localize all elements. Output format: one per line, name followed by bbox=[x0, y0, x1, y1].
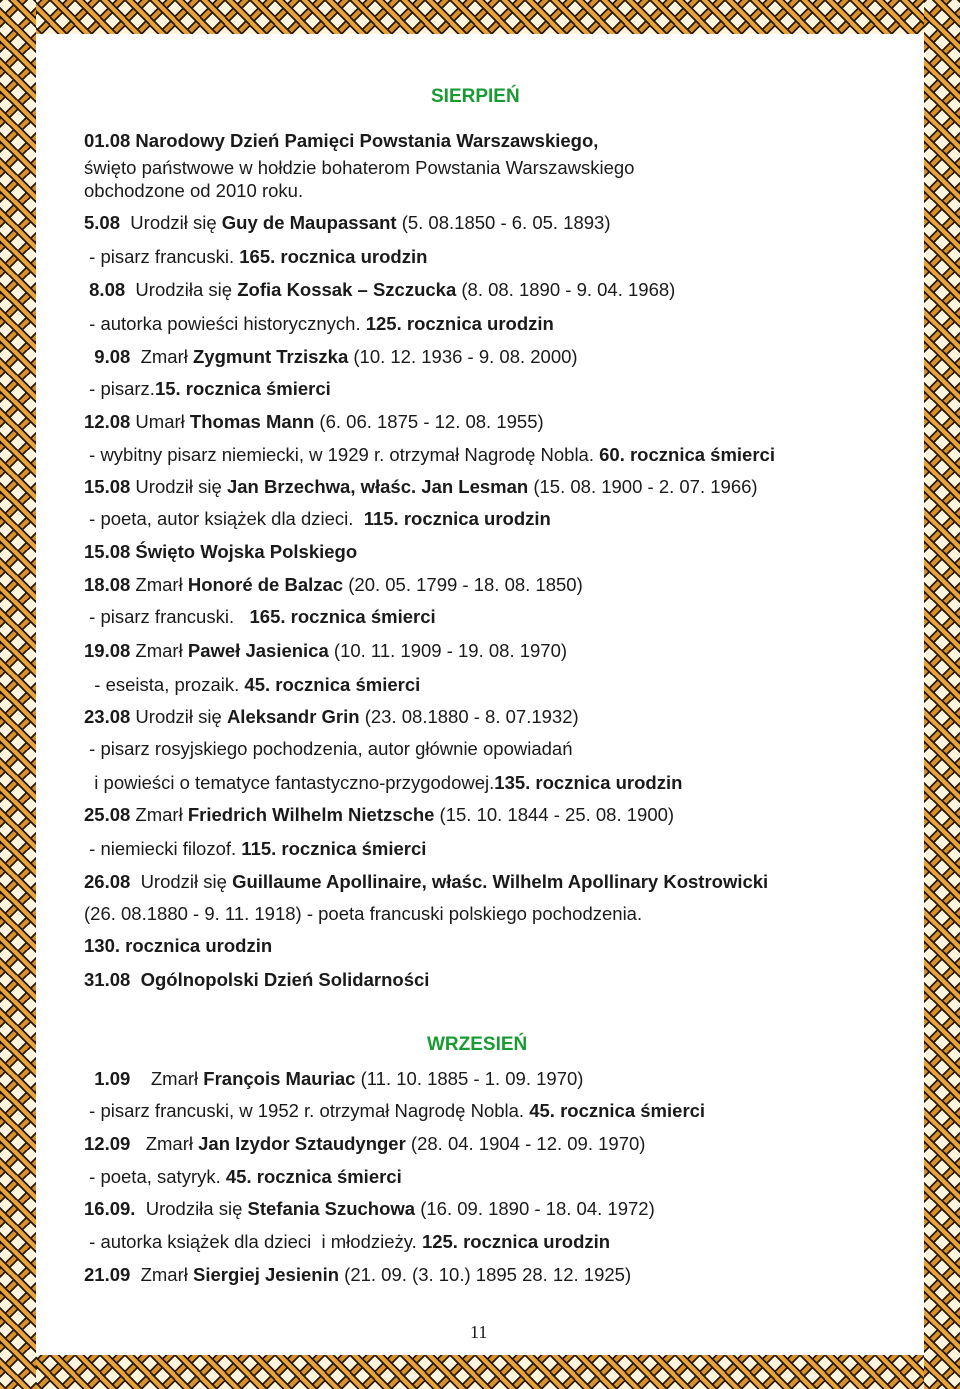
event-text: Urodziła się bbox=[135, 1198, 248, 1219]
event-line bbox=[84, 574, 583, 596]
event-emphasis: Zofia Kossak – Szczucka bbox=[237, 279, 457, 300]
event-emphasis: 1.09 bbox=[84, 1068, 131, 1089]
event-line bbox=[84, 130, 598, 152]
event-line bbox=[84, 1068, 583, 1090]
decorative-border-bottom bbox=[0, 1355, 960, 1389]
page-number: 11 bbox=[470, 1322, 488, 1342]
event-text: Urodził się bbox=[130, 706, 227, 727]
event-line bbox=[84, 1198, 655, 1220]
event-line bbox=[84, 1231, 610, 1253]
event-line bbox=[84, 476, 758, 498]
event-emphasis: 135. rocznica urodzin bbox=[494, 772, 683, 793]
event-emphasis: 165. rocznica śmierci bbox=[249, 606, 436, 627]
event-emphasis: 15.08 bbox=[84, 476, 131, 497]
event-line bbox=[84, 804, 674, 826]
event-emphasis: 19.08 bbox=[84, 640, 131, 661]
decorative-border-right bbox=[924, 0, 960, 1389]
event-text: Zmarł bbox=[130, 1264, 193, 1285]
event-text: (26. 08.1880 - 9. 11. 1918) - poeta francuski polskiego pochodzenia. bbox=[84, 903, 643, 924]
event-text: (21. 09. (3. 10.) 1895 28. 12. 1925) bbox=[339, 1264, 632, 1285]
event-text: - autorka powieści historycznych. bbox=[84, 313, 366, 334]
event-text: obchodzone od 2010 roku. bbox=[84, 180, 304, 201]
event-text: - pisarz rosyjskiego pochodzenia, autor głównie opowiadań bbox=[84, 738, 573, 759]
event-emphasis: 21.09 bbox=[84, 1264, 131, 1285]
event-emphasis: 125. rocznica urodzin bbox=[421, 1231, 611, 1252]
event-emphasis: 5.08 bbox=[84, 212, 121, 233]
event-emphasis: François Mauriac bbox=[203, 1068, 356, 1089]
event-text: (28. 04. 1904 - 12. 09. 1970) bbox=[405, 1133, 646, 1154]
event-text: - eseista, prozaik. bbox=[84, 674, 245, 695]
event-text: (8. 08. 1890 - 9. 04. 1968) bbox=[456, 279, 676, 300]
decorative-border-left bbox=[0, 0, 36, 1389]
event-line bbox=[84, 411, 544, 433]
event-text: i powieści o tematyce fantastyczno-przygodowej. bbox=[84, 772, 495, 793]
event-text: - wybitny pisarz niemiecki, w 1929 r. otrzymał Nagrodę Nobla. bbox=[84, 444, 600, 465]
event-text: (11. 10. 1885 - 1. 09. 1970) bbox=[355, 1068, 584, 1089]
event-emphasis: 12.09 bbox=[84, 1133, 131, 1154]
event-emphasis: 125. rocznica urodzin bbox=[365, 313, 554, 334]
event-line bbox=[84, 157, 634, 179]
event-emphasis: Friedrich Wilhelm Nietzsche bbox=[187, 804, 435, 825]
event-emphasis: 115. rocznica śmierci bbox=[241, 838, 427, 859]
event-text: Umarł bbox=[130, 411, 190, 432]
event-line bbox=[84, 935, 272, 957]
event-text: Zmarł bbox=[130, 574, 188, 595]
event-emphasis: 15. rocznica śmierci bbox=[154, 378, 331, 399]
event-text: (5. 08.1850 - 6. 05. 1893) bbox=[396, 212, 611, 233]
event-line bbox=[84, 313, 554, 335]
event-emphasis: Honoré de Balzac bbox=[187, 574, 344, 595]
event-line bbox=[84, 212, 611, 234]
event-line bbox=[84, 444, 775, 466]
event-line bbox=[84, 1133, 645, 1155]
event-emphasis: Thomas Mann bbox=[189, 411, 315, 432]
event-emphasis: 25.08 bbox=[84, 804, 131, 825]
event-text: (10. 11. 1909 - 19. 08. 1970) bbox=[328, 640, 568, 661]
event-emphasis: 130. rocznica urodzin bbox=[84, 935, 273, 956]
event-emphasis: Guy de Maupassant bbox=[221, 212, 397, 233]
event-emphasis: 9.08 bbox=[84, 346, 131, 367]
month-heading-august: SIERPIEŃ bbox=[431, 86, 520, 107]
event-emphasis: 23.08 bbox=[84, 706, 131, 727]
event-text: - pisarz. bbox=[84, 378, 155, 399]
event-line bbox=[84, 246, 427, 268]
event-line bbox=[84, 1264, 631, 1286]
event-line bbox=[84, 674, 420, 696]
event-text: Urodził się bbox=[120, 212, 222, 233]
event-text: święto państwowe w hołdzie bohaterom Powstania Warszawskiego bbox=[84, 157, 635, 178]
event-text: (15. 08. 1900 - 2. 07. 1966) bbox=[528, 476, 758, 497]
event-emphasis: Stefania Szuchowa bbox=[247, 1198, 416, 1219]
event-line bbox=[84, 541, 357, 563]
event-emphasis: 45. rocznica śmierci bbox=[529, 1100, 706, 1121]
event-line bbox=[84, 180, 303, 202]
event-line bbox=[84, 606, 436, 628]
event-text: Urodziła się bbox=[125, 279, 238, 300]
event-text: - poeta, satyryk. bbox=[84, 1166, 226, 1187]
event-emphasis: Siergiej Jesienin bbox=[193, 1264, 340, 1285]
event-line bbox=[84, 969, 429, 991]
event-text: Zmarł bbox=[130, 1133, 199, 1154]
event-emphasis: Jan Izydor Sztaudynger bbox=[198, 1133, 406, 1154]
event-text: - pisarz francuski, w 1952 r. otrzymał Nagrodę Nobla. bbox=[84, 1100, 530, 1121]
event-line bbox=[84, 1100, 705, 1122]
event-text: - poeta, autor książek dla dzieci. bbox=[84, 508, 364, 529]
event-text: Urodził się bbox=[130, 871, 233, 892]
event-line bbox=[84, 508, 551, 530]
event-emphasis: 45. rocznica śmierci bbox=[244, 674, 421, 695]
event-line bbox=[84, 1166, 402, 1188]
event-text: - pisarz francuski. bbox=[84, 606, 250, 627]
event-text: Urodził się bbox=[130, 476, 227, 497]
event-text: (23. 08.1880 - 8. 07.1932) bbox=[359, 706, 579, 727]
event-text: (10. 12. 1936 - 9. 08. 2000) bbox=[348, 346, 578, 367]
event-line bbox=[84, 279, 675, 301]
event-emphasis: 15.08 Święto Wojska Polskiego bbox=[84, 541, 358, 562]
event-line bbox=[84, 871, 768, 893]
event-text: (6. 06. 1875 - 12. 08. 1955) bbox=[314, 411, 544, 432]
event-emphasis: 31.08 Ogólnopolski Dzień Solidarności bbox=[84, 969, 430, 990]
event-line bbox=[84, 838, 426, 860]
event-emphasis: 18.08 bbox=[84, 574, 131, 595]
event-line bbox=[84, 706, 579, 728]
event-emphasis: 60. rocznica śmierci bbox=[599, 444, 775, 465]
event-line bbox=[84, 378, 331, 400]
event-text: Zmarł bbox=[130, 640, 188, 661]
event-emphasis: 45. rocznica śmierci bbox=[225, 1166, 402, 1187]
event-emphasis: 16.09. bbox=[84, 1198, 136, 1219]
event-text: (16. 09. 1890 - 18. 04. 1972) bbox=[415, 1198, 655, 1219]
event-text: Zmarł bbox=[130, 804, 188, 825]
event-emphasis: Paweł Jasienica bbox=[187, 640, 329, 661]
event-emphasis: 115. rocznica urodzin bbox=[363, 508, 551, 529]
event-text: Zmarł bbox=[130, 346, 193, 367]
event-emphasis: Aleksandr Grin bbox=[226, 706, 360, 727]
event-emphasis: 12.08 bbox=[84, 411, 131, 432]
event-emphasis: 8.08 bbox=[84, 279, 126, 300]
event-line bbox=[84, 738, 572, 760]
event-emphasis: 26.08 bbox=[84, 871, 131, 892]
event-emphasis: Jan Brzechwa, właśc. Jan Lesman bbox=[226, 476, 529, 497]
event-emphasis: Guillaume Apollinaire, właśc. Wilhelm Apollinary Kostrowicki bbox=[232, 871, 769, 892]
event-text: (20. 05. 1799 - 18. 08. 1850) bbox=[343, 574, 583, 595]
month-heading-september: WRZESIEŃ bbox=[427, 1034, 528, 1055]
event-text: - pisarz francuski. bbox=[84, 246, 240, 267]
event-text: - autorka książek dla dzieci i młodzieży. bbox=[84, 1231, 422, 1252]
event-emphasis: 165. rocznica urodzin bbox=[239, 246, 428, 267]
event-emphasis: 01.08 Narodowy Dzień Pamięci Powstania Warszawskiego, bbox=[84, 130, 599, 151]
event-emphasis: Zygmunt Trziszka bbox=[193, 346, 349, 367]
event-line bbox=[84, 903, 642, 925]
event-text: (15. 10. 1844 - 25. 08. 1900) bbox=[434, 804, 675, 825]
event-text: - niemiecki filozof. bbox=[84, 838, 242, 859]
event-text: Zmarł bbox=[130, 1068, 204, 1089]
event-line bbox=[84, 772, 682, 794]
event-line bbox=[84, 346, 578, 368]
event-line bbox=[84, 640, 567, 662]
decorative-border-top bbox=[0, 0, 960, 34]
